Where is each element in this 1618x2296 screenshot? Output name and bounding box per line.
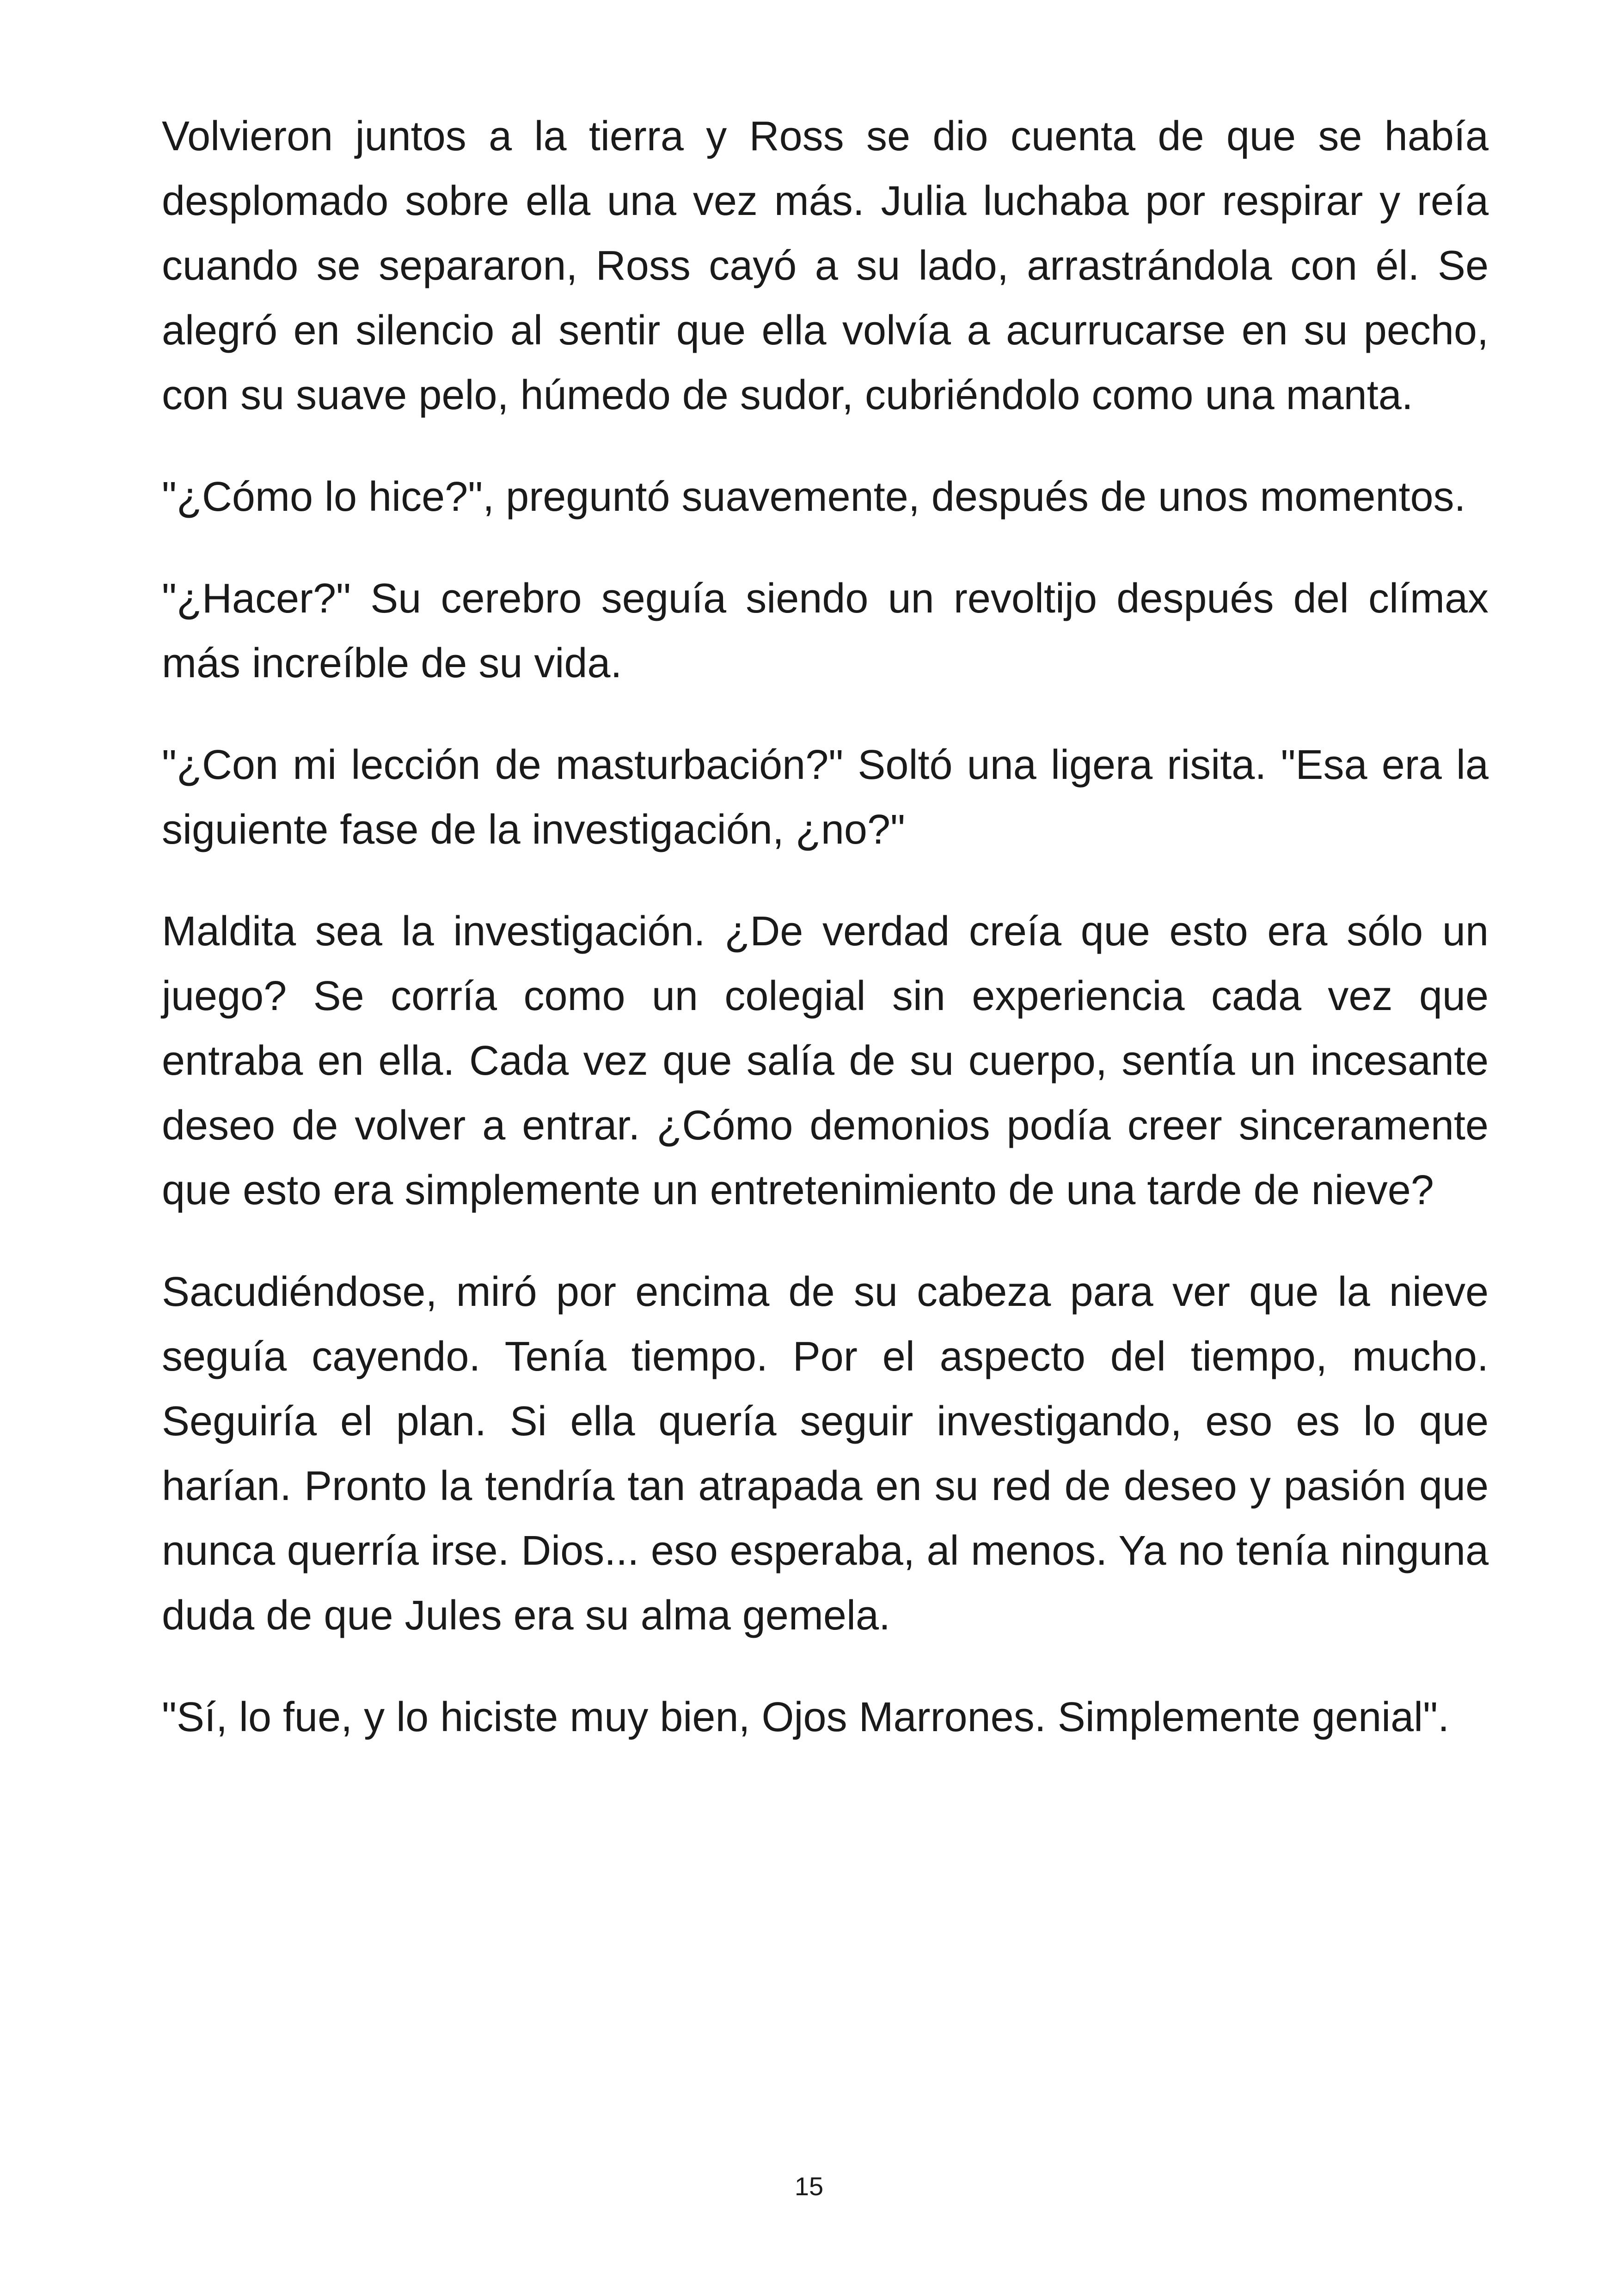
paragraph-6: Sacudiéndose, miró por encima de su cabeza para ver que la nieve seguía cayendo. Tenía tiempo. Por el aspecto del tiempo, mucho. Seguiría el plan. Si ella quería seguir investigando, eso es lo que harían. Pronto la tendría tan atrapada en su red de deseo y pasión que nunca querría irse. Dios... eso esperaba, al menos. Ya no tenía ninguna duda de que Jules era su alma gemela.	[162, 1269, 1489, 1639]
paragraph-1: Volvieron juntos a la tierra y Ross se dio cuenta de que se había desplomado sobre ella una vez más. Julia luchaba por respirar y reía cuando se separaron, Ross cayó a su lado, arrastrándola con él. Se alegró en silencio al sentir que ella volvía a acurrucarse en su pecho, con su suave pelo, húmedo de sudor, cubriéndolo como una manta.	[162, 113, 1489, 418]
paragraph-3: "¿Hacer?" Su cerebro seguía siendo un revoltijo después del clímax más increíble de su vida.	[162, 576, 1489, 686]
paragraph-4: "¿Con mi lección de masturbación?" Soltó una ligera risita. "Esa era la siguiente fase de la investigación, ¿no?"	[162, 742, 1489, 853]
body-text	[162, 104, 1489, 1787]
page-number: 15	[794, 2172, 824, 2201]
paragraph-7: "Sí, lo fue, y lo hiciste muy bien, Ojos Marrones. Simplemente genial".	[162, 1694, 1450, 1740]
paragraph-5: Maldita sea la investigación. ¿De verdad creía que esto era sólo un juego? Se corría como un colegial sin experiencia cada vez que entraba en ella. Cada vez que salía de su cuerpo, sentía un incesante deseo de volver a entrar. ¿Cómo demonios podía creer sinceramente que esto era simplemente un entretenimiento de una tarde de nieve?	[162, 908, 1489, 1213]
paragraph-2: "¿Cómo lo hice?", preguntó suavemente, después de unos momentos.	[162, 474, 1466, 520]
